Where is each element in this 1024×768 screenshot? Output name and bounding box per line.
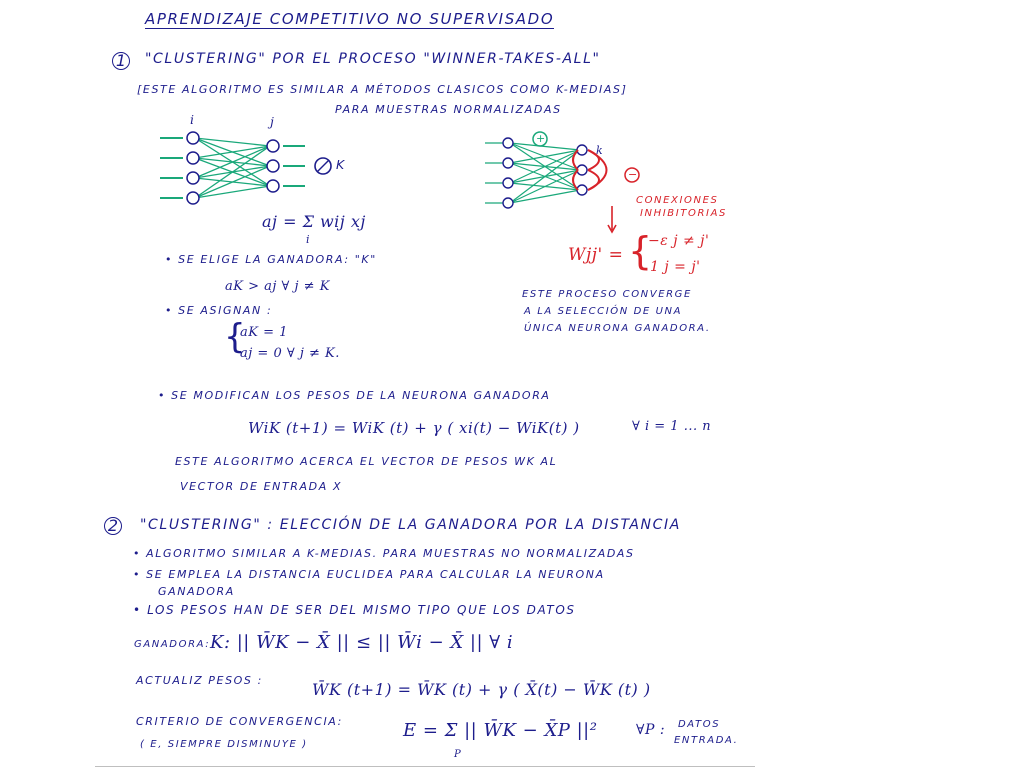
converge-line1: ESTE PROCESO CONVERGE [522,289,692,300]
actualiz-label: ACTUALIZ PESOS : [136,674,263,687]
wjj-lhs: Wjj' = [568,245,624,265]
bullet-modifican: • SE MODIFICAN LOS PESOS DE LA NEURONA GANADORA [158,389,551,402]
assign-brace: { [224,317,248,357]
section2-bullet3: • LOS PESOS HAN DE SER DEL MISMO TIPO QUE LOS DATOS [133,603,576,617]
plus-sign: + [536,132,547,145]
wjj-case1: −ε j ≠ j' [648,233,710,249]
criterio-line2: ( E, SIEMPRE DISMINUYE ) [140,739,308,750]
formula-aj: aj = Σ wij xj [262,212,366,231]
energy-formula: E = Σ || W̄K − X̄P ||² [403,720,598,741]
section2-bullet2a: • SE EMPLEA LA DISTANCIA EUCLIDEA PARA CALCULAR LA NEURONA [133,568,605,581]
assign-ak: aK = 1 [240,325,288,340]
net-label-j: j [270,114,275,129]
minus-sign: − [628,168,639,181]
bottom-rule [95,766,755,767]
actualiz-formula: W̄K (t+1) = W̄K (t) + γ ( X̄(t) − W̄K (t) ) [312,680,651,699]
section1-note-line1: [ESTE ALGORITMO ES SIMILAR A MÉTODOS CLASICOS COMO K-MEDIAS] [137,83,628,96]
converge-line2: A LA SELECCIÓN DE UNA [524,306,683,317]
wjj-case2: 1 j = j' [650,259,701,275]
note2-line2: VECTOR DE ENTRADA X [180,480,343,493]
output-neurons [267,140,279,192]
inhib-line2: INHIBITORIAS [640,208,727,219]
ganadora-formula: K: || W̄K − X̄ || ≤ || W̄i − X̄ || ∀ i [210,632,514,653]
winner-label-k: K [336,157,346,172]
section1-heading: "CLUSTERING" POR EL PROCESO "WINNER-TAKES-ALL" [145,51,601,67]
note2-line1: ESTE ALGORITMO ACERCA EL VECTOR DE PESOS WK AL [175,455,558,468]
ganadora-label: GANADORA: [134,639,211,650]
update-rule: WiK (t+1) = WiK (t) + γ ( xi(t) − WiK(t) ) [248,419,580,437]
connection-weights [195,138,270,198]
converge-line3: ÚNICA NEURONA GANADORA. [524,323,711,334]
criterio-line1: CRITERIO DE CONVERGENCIA: [136,715,343,728]
down-arrow-icon [606,206,618,234]
bullet-asignan: • SE ASIGNAN : [165,304,273,317]
wjj-brace: { [628,229,654,273]
assign-aj: aj = 0 ∀ j ≠ K. [240,346,340,361]
datos-line2: ENTRADA. [674,735,739,746]
section1-note-line2: PARA MUESTRAS NORMALIZADAS [335,103,562,116]
cond-ak-gt-aj: aK > aj ∀ j ≠ K [225,279,330,294]
section2-bullet1: • ALGORITMO SIMILAR A K-MEDIAS. PARA MUESTRAS NO NORMALIZADAS [133,547,635,560]
net-right-label-k: k [596,144,604,157]
bullet-elige: • SE ELIGE LA GANADORA: "K" [165,253,377,266]
energy-sum-index: P [454,749,462,760]
datos-line1: DATOS [678,719,721,730]
net-label-i: i [190,112,195,127]
inhib-line1: CONEXIONES [636,195,719,206]
output-arrows [283,146,305,186]
winner-takes-all-network [155,128,355,208]
update-range: ∀ i = 1 ... n [632,419,712,434]
input-arrows [160,138,183,198]
section1-number: 1 [112,52,130,70]
section2-number: 2 [104,517,122,535]
section2-heading: "CLUSTERING" : ELECCIÓN DE LA GANADORA POR LA DISTANCIA [140,517,681,533]
page-title: APRENDIZAJE COMPETITIVO NO SUPERVISADO [145,10,555,28]
forall-p: ∀P : [636,722,666,738]
formula-sum-index: i [306,233,311,246]
input-neurons [187,132,199,204]
section2-bullet2b: GANADORA [158,585,235,598]
